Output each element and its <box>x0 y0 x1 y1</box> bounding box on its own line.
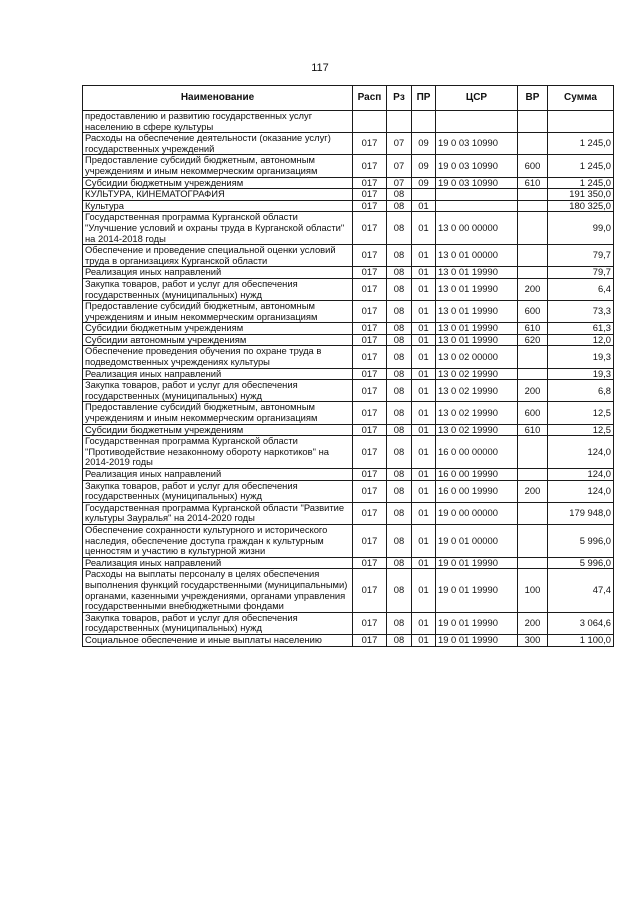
cell-sum: 79,7 <box>548 245 614 267</box>
table-row <box>83 323 614 335</box>
cell-sum: 6,4 <box>548 278 614 300</box>
cell-pr: 01 <box>412 323 436 335</box>
cell-rz: 07 <box>387 155 412 177</box>
cell-pr: 01 <box>412 557 436 569</box>
cell-sum: 12,5 <box>548 424 614 436</box>
cell-sum: 179 948,0 <box>548 502 614 524</box>
cell-pr <box>412 189 436 201</box>
cell-sum: 99,0 <box>548 212 614 245</box>
header-rasp: Расп <box>353 86 387 111</box>
cell-sum: 1 245,0 <box>548 155 614 177</box>
table-row <box>83 634 614 646</box>
header-vr: ВР <box>518 86 548 111</box>
cell-rasp: 017 <box>353 424 387 436</box>
cell-vr <box>518 189 548 201</box>
cell-csr: 13 0 02 00000 <box>436 346 518 368</box>
header-rz: Рз <box>387 86 412 111</box>
cell-sum: 191 350,0 <box>548 189 614 201</box>
cell-rz: 08 <box>387 245 412 267</box>
cell-sum: 12,5 <box>548 402 614 424</box>
cell-vr: 200 <box>518 380 548 402</box>
cell-sum: 1 245,0 <box>548 177 614 189</box>
cell-pr: 01 <box>412 469 436 481</box>
table-row <box>83 480 614 502</box>
cell-rasp: 017 <box>353 436 387 469</box>
cell-sum: 79,7 <box>548 267 614 279</box>
cell-rasp: 017 <box>353 569 387 612</box>
cell-pr: 01 <box>412 334 436 346</box>
cell-sum: 12,0 <box>548 334 614 346</box>
cell-csr: 13 0 02 19990 <box>436 380 518 402</box>
cell-sum: 6,8 <box>548 380 614 402</box>
cell-vr: 200 <box>518 612 548 634</box>
cell-csr: 13 0 02 19990 <box>436 424 518 436</box>
cell-sum: 19,3 <box>548 368 614 380</box>
cell-pr: 01 <box>412 245 436 267</box>
cell-vr: 200 <box>518 278 548 300</box>
table-row <box>83 267 614 279</box>
cell-rz: 08 <box>387 436 412 469</box>
cell-sum: 1 100,0 <box>548 634 614 646</box>
cell-rz: 08 <box>387 502 412 524</box>
cell-name: Реализация иных направлений <box>83 557 353 569</box>
cell-pr: 01 <box>412 301 436 323</box>
cell-name: Предоставление субсидий бюджетным, автономным учреждениям и иным некоммерческим организациям <box>83 155 353 177</box>
cell-rz: 08 <box>387 200 412 212</box>
table-row <box>83 368 614 380</box>
cell-vr <box>518 245 548 267</box>
cell-name: Реализация иных направлений <box>83 267 353 279</box>
cell-name: Субсидии автономным учреждениям <box>83 334 353 346</box>
cell-csr: 16 0 00 00000 <box>436 436 518 469</box>
cell-rasp: 017 <box>353 368 387 380</box>
cell-rz: 07 <box>387 177 412 189</box>
cell-rasp: 017 <box>353 634 387 646</box>
cell-rasp: 017 <box>353 402 387 424</box>
cell-csr: 13 0 01 19990 <box>436 267 518 279</box>
cell-pr: 01 <box>412 524 436 557</box>
table-row <box>83 189 614 201</box>
cell-name: предоставлению и развитию государственных услуг населению в сфере культуры <box>83 111 353 133</box>
cell-pr: 01 <box>412 212 436 245</box>
cell-vr <box>518 212 548 245</box>
cell-rasp <box>353 111 387 133</box>
page-number: 117 <box>311 62 329 74</box>
cell-rasp: 017 <box>353 612 387 634</box>
cell-vr <box>518 111 548 133</box>
cell-csr: 16 0 00 19990 <box>436 469 518 481</box>
cell-csr: 13 0 00 00000 <box>436 212 518 245</box>
cell-vr <box>518 469 548 481</box>
cell-name: Закупка товаров, работ и услуг для обеспечения государственных (муниципальных) нужд <box>83 380 353 402</box>
cell-rz: 08 <box>387 557 412 569</box>
cell-name: Закупка товаров, работ и услуг для обеспечения государственных (муниципальных) нужд <box>83 480 353 502</box>
cell-vr: 200 <box>518 480 548 502</box>
cell-sum: 124,0 <box>548 469 614 481</box>
cell-sum: 180 325,0 <box>548 200 614 212</box>
cell-rz: 08 <box>387 612 412 634</box>
cell-rasp: 017 <box>353 200 387 212</box>
cell-rz: 08 <box>387 524 412 557</box>
cell-rz: 08 <box>387 334 412 346</box>
cell-csr <box>436 200 518 212</box>
cell-rasp: 017 <box>353 212 387 245</box>
cell-pr: 01 <box>412 278 436 300</box>
cell-rasp: 017 <box>353 245 387 267</box>
cell-vr: 600 <box>518 301 548 323</box>
cell-pr: 01 <box>412 634 436 646</box>
cell-rz <box>387 111 412 133</box>
table-row <box>83 569 614 612</box>
cell-vr <box>518 557 548 569</box>
cell-name: Культура <box>83 200 353 212</box>
cell-vr: 620 <box>518 334 548 346</box>
table-row <box>83 111 614 133</box>
cell-pr: 01 <box>412 480 436 502</box>
table-body <box>83 111 614 647</box>
cell-sum: 73,3 <box>548 301 614 323</box>
cell-rz: 08 <box>387 402 412 424</box>
cell-rasp: 017 <box>353 278 387 300</box>
cell-vr: 300 <box>518 634 548 646</box>
cell-rasp: 017 <box>353 557 387 569</box>
cell-vr <box>518 267 548 279</box>
cell-csr <box>436 111 518 133</box>
cell-rz: 08 <box>387 346 412 368</box>
cell-csr: 13 0 01 19990 <box>436 278 518 300</box>
cell-pr: 01 <box>412 424 436 436</box>
cell-csr: 16 0 00 19990 <box>436 480 518 502</box>
cell-pr: 01 <box>412 267 436 279</box>
cell-name: Государственная программа Курганской области "Противодействие незаконному обороту наркотиков" на 2014-2019 годы <box>83 436 353 469</box>
cell-rz: 08 <box>387 480 412 502</box>
cell-pr: 01 <box>412 436 436 469</box>
cell-vr: 610 <box>518 424 548 436</box>
cell-name: Государственная программа Курганской области "Улучшение условий и охраны труда в Курганской области" на 2014-2018 годы <box>83 212 353 245</box>
cell-rz: 08 <box>387 267 412 279</box>
cell-rasp: 017 <box>353 524 387 557</box>
cell-rz: 07 <box>387 133 412 155</box>
table-row <box>83 469 614 481</box>
cell-rasp: 017 <box>353 133 387 155</box>
header-sum: Сумма <box>548 86 614 111</box>
cell-csr: 19 0 03 10990 <box>436 133 518 155</box>
budget-table <box>82 85 614 647</box>
cell-vr: 600 <box>518 155 548 177</box>
cell-sum: 5 996,0 <box>548 524 614 557</box>
header-csr: ЦСР <box>436 86 518 111</box>
cell-rasp: 017 <box>353 480 387 502</box>
cell-sum: 124,0 <box>548 480 614 502</box>
cell-rz: 08 <box>387 368 412 380</box>
cell-csr: 13 0 01 19990 <box>436 334 518 346</box>
table-row <box>83 557 614 569</box>
cell-csr: 19 0 00 00000 <box>436 502 518 524</box>
table-header-row <box>83 86 614 111</box>
cell-rasp: 017 <box>353 189 387 201</box>
table-row <box>83 177 614 189</box>
table-row <box>83 524 614 557</box>
cell-name: Государственная программа Курганской области "Развитие культуры Зауралья" на 2014-2020 годы <box>83 502 353 524</box>
cell-vr <box>518 436 548 469</box>
cell-csr: 19 0 01 19990 <box>436 557 518 569</box>
table-row <box>83 380 614 402</box>
cell-rz: 08 <box>387 323 412 335</box>
table-row <box>83 334 614 346</box>
table-row <box>83 424 614 436</box>
cell-sum: 19,3 <box>548 346 614 368</box>
cell-sum <box>548 111 614 133</box>
cell-pr: 09 <box>412 133 436 155</box>
cell-rasp: 017 <box>353 177 387 189</box>
table-row <box>83 301 614 323</box>
table-row <box>83 436 614 469</box>
cell-vr: 610 <box>518 177 548 189</box>
table-row <box>83 502 614 524</box>
cell-rasp: 017 <box>353 267 387 279</box>
cell-pr: 01 <box>412 200 436 212</box>
cell-rasp: 017 <box>353 323 387 335</box>
cell-csr: 13 0 02 19990 <box>436 402 518 424</box>
cell-name: Реализация иных направлений <box>83 368 353 380</box>
cell-rasp: 017 <box>353 469 387 481</box>
cell-rz: 08 <box>387 380 412 402</box>
cell-rasp: 017 <box>353 380 387 402</box>
cell-rz: 08 <box>387 469 412 481</box>
cell-vr <box>518 133 548 155</box>
cell-name: Реализация иных направлений <box>83 469 353 481</box>
cell-pr: 01 <box>412 502 436 524</box>
header-pr: ПР <box>412 86 436 111</box>
cell-csr: 13 0 01 19990 <box>436 301 518 323</box>
cell-rasp: 017 <box>353 301 387 323</box>
cell-vr: 100 <box>518 569 548 612</box>
cell-csr: 19 0 01 19990 <box>436 612 518 634</box>
cell-sum: 124,0 <box>548 436 614 469</box>
cell-name: Закупка товаров, работ и услуг для обеспечения государственных (муниципальных) нужд <box>83 612 353 634</box>
cell-rasp: 017 <box>353 334 387 346</box>
cell-csr: 19 0 03 10990 <box>436 155 518 177</box>
cell-rz: 08 <box>387 569 412 612</box>
cell-sum: 5 996,0 <box>548 557 614 569</box>
cell-pr: 01 <box>412 612 436 634</box>
cell-vr: 600 <box>518 402 548 424</box>
cell-pr: 01 <box>412 569 436 612</box>
cell-sum: 47,4 <box>548 569 614 612</box>
cell-vr <box>518 346 548 368</box>
cell-pr <box>412 111 436 133</box>
cell-csr: 19 0 03 10990 <box>436 177 518 189</box>
table-row <box>83 346 614 368</box>
table-row <box>83 155 614 177</box>
table-row <box>83 278 614 300</box>
cell-pr: 01 <box>412 402 436 424</box>
cell-pr: 01 <box>412 346 436 368</box>
cell-rz: 08 <box>387 424 412 436</box>
cell-rasp: 017 <box>353 155 387 177</box>
cell-sum: 61,3 <box>548 323 614 335</box>
cell-name: Социальное обеспечение и иные выплаты населению <box>83 634 353 646</box>
cell-csr: 19 0 01 00000 <box>436 524 518 557</box>
cell-vr <box>518 524 548 557</box>
cell-name: Субсидии бюджетным учреждениям <box>83 424 353 436</box>
cell-vr <box>518 200 548 212</box>
cell-rz: 08 <box>387 278 412 300</box>
cell-name: Расходы на выплаты персоналу в целях обеспечения выполнения функций государственными (муниципальными) органами, казенными учреждениями, органами управления государственными внебюджетными фондами <box>83 569 353 612</box>
cell-name: Субсидии бюджетным учреждениям <box>83 177 353 189</box>
cell-csr: 19 0 01 19990 <box>436 634 518 646</box>
table-row <box>83 245 614 267</box>
table-row <box>83 612 614 634</box>
cell-name: Закупка товаров, работ и услуг для обеспечения государственных (муниципальных) нужд <box>83 278 353 300</box>
cell-name: Субсидии бюджетным учреждениям <box>83 323 353 335</box>
cell-vr <box>518 502 548 524</box>
cell-name: Предоставление субсидий бюджетным, автономным учреждениям и иным некоммерческим организациям <box>83 402 353 424</box>
header-name: Наименование <box>83 86 353 111</box>
cell-pr: 09 <box>412 177 436 189</box>
cell-name: Предоставление субсидий бюджетным, автономным учреждениям и иным некоммерческим организациям <box>83 301 353 323</box>
cell-name: Обеспечение сохранности культурного и исторического наследия, обеспечение доступа граждан к культурным ценностям и участию в культурной жизни <box>83 524 353 557</box>
cell-pr: 01 <box>412 368 436 380</box>
cell-pr: 09 <box>412 155 436 177</box>
cell-csr: 13 0 01 00000 <box>436 245 518 267</box>
cell-csr: 13 0 02 19990 <box>436 368 518 380</box>
table-row <box>83 212 614 245</box>
cell-csr <box>436 189 518 201</box>
cell-sum: 1 245,0 <box>548 133 614 155</box>
table-row <box>83 200 614 212</box>
cell-csr: 19 0 01 19990 <box>436 569 518 612</box>
cell-name: Расходы на обеспечение деятельности (оказание услуг) государственных учреждений <box>83 133 353 155</box>
cell-pr: 01 <box>412 380 436 402</box>
cell-name: Обеспечение и проведение специальной оценки условий труда в организациях Курганской области <box>83 245 353 267</box>
cell-name: Обеспечение проведения обучения по охране труда в подведомственных учреждениях культуры <box>83 346 353 368</box>
cell-rasp: 017 <box>353 502 387 524</box>
table-row <box>83 133 614 155</box>
table-row <box>83 402 614 424</box>
cell-rz: 08 <box>387 189 412 201</box>
cell-sum: 3 064,6 <box>548 612 614 634</box>
cell-rz: 08 <box>387 212 412 245</box>
cell-rz: 08 <box>387 301 412 323</box>
cell-rasp: 017 <box>353 346 387 368</box>
cell-vr <box>518 368 548 380</box>
cell-csr: 13 0 01 19990 <box>436 323 518 335</box>
cell-rz: 08 <box>387 634 412 646</box>
cell-name: КУЛЬТУРА, КИНЕМАТОГРАФИЯ <box>83 189 353 201</box>
cell-vr: 610 <box>518 323 548 335</box>
